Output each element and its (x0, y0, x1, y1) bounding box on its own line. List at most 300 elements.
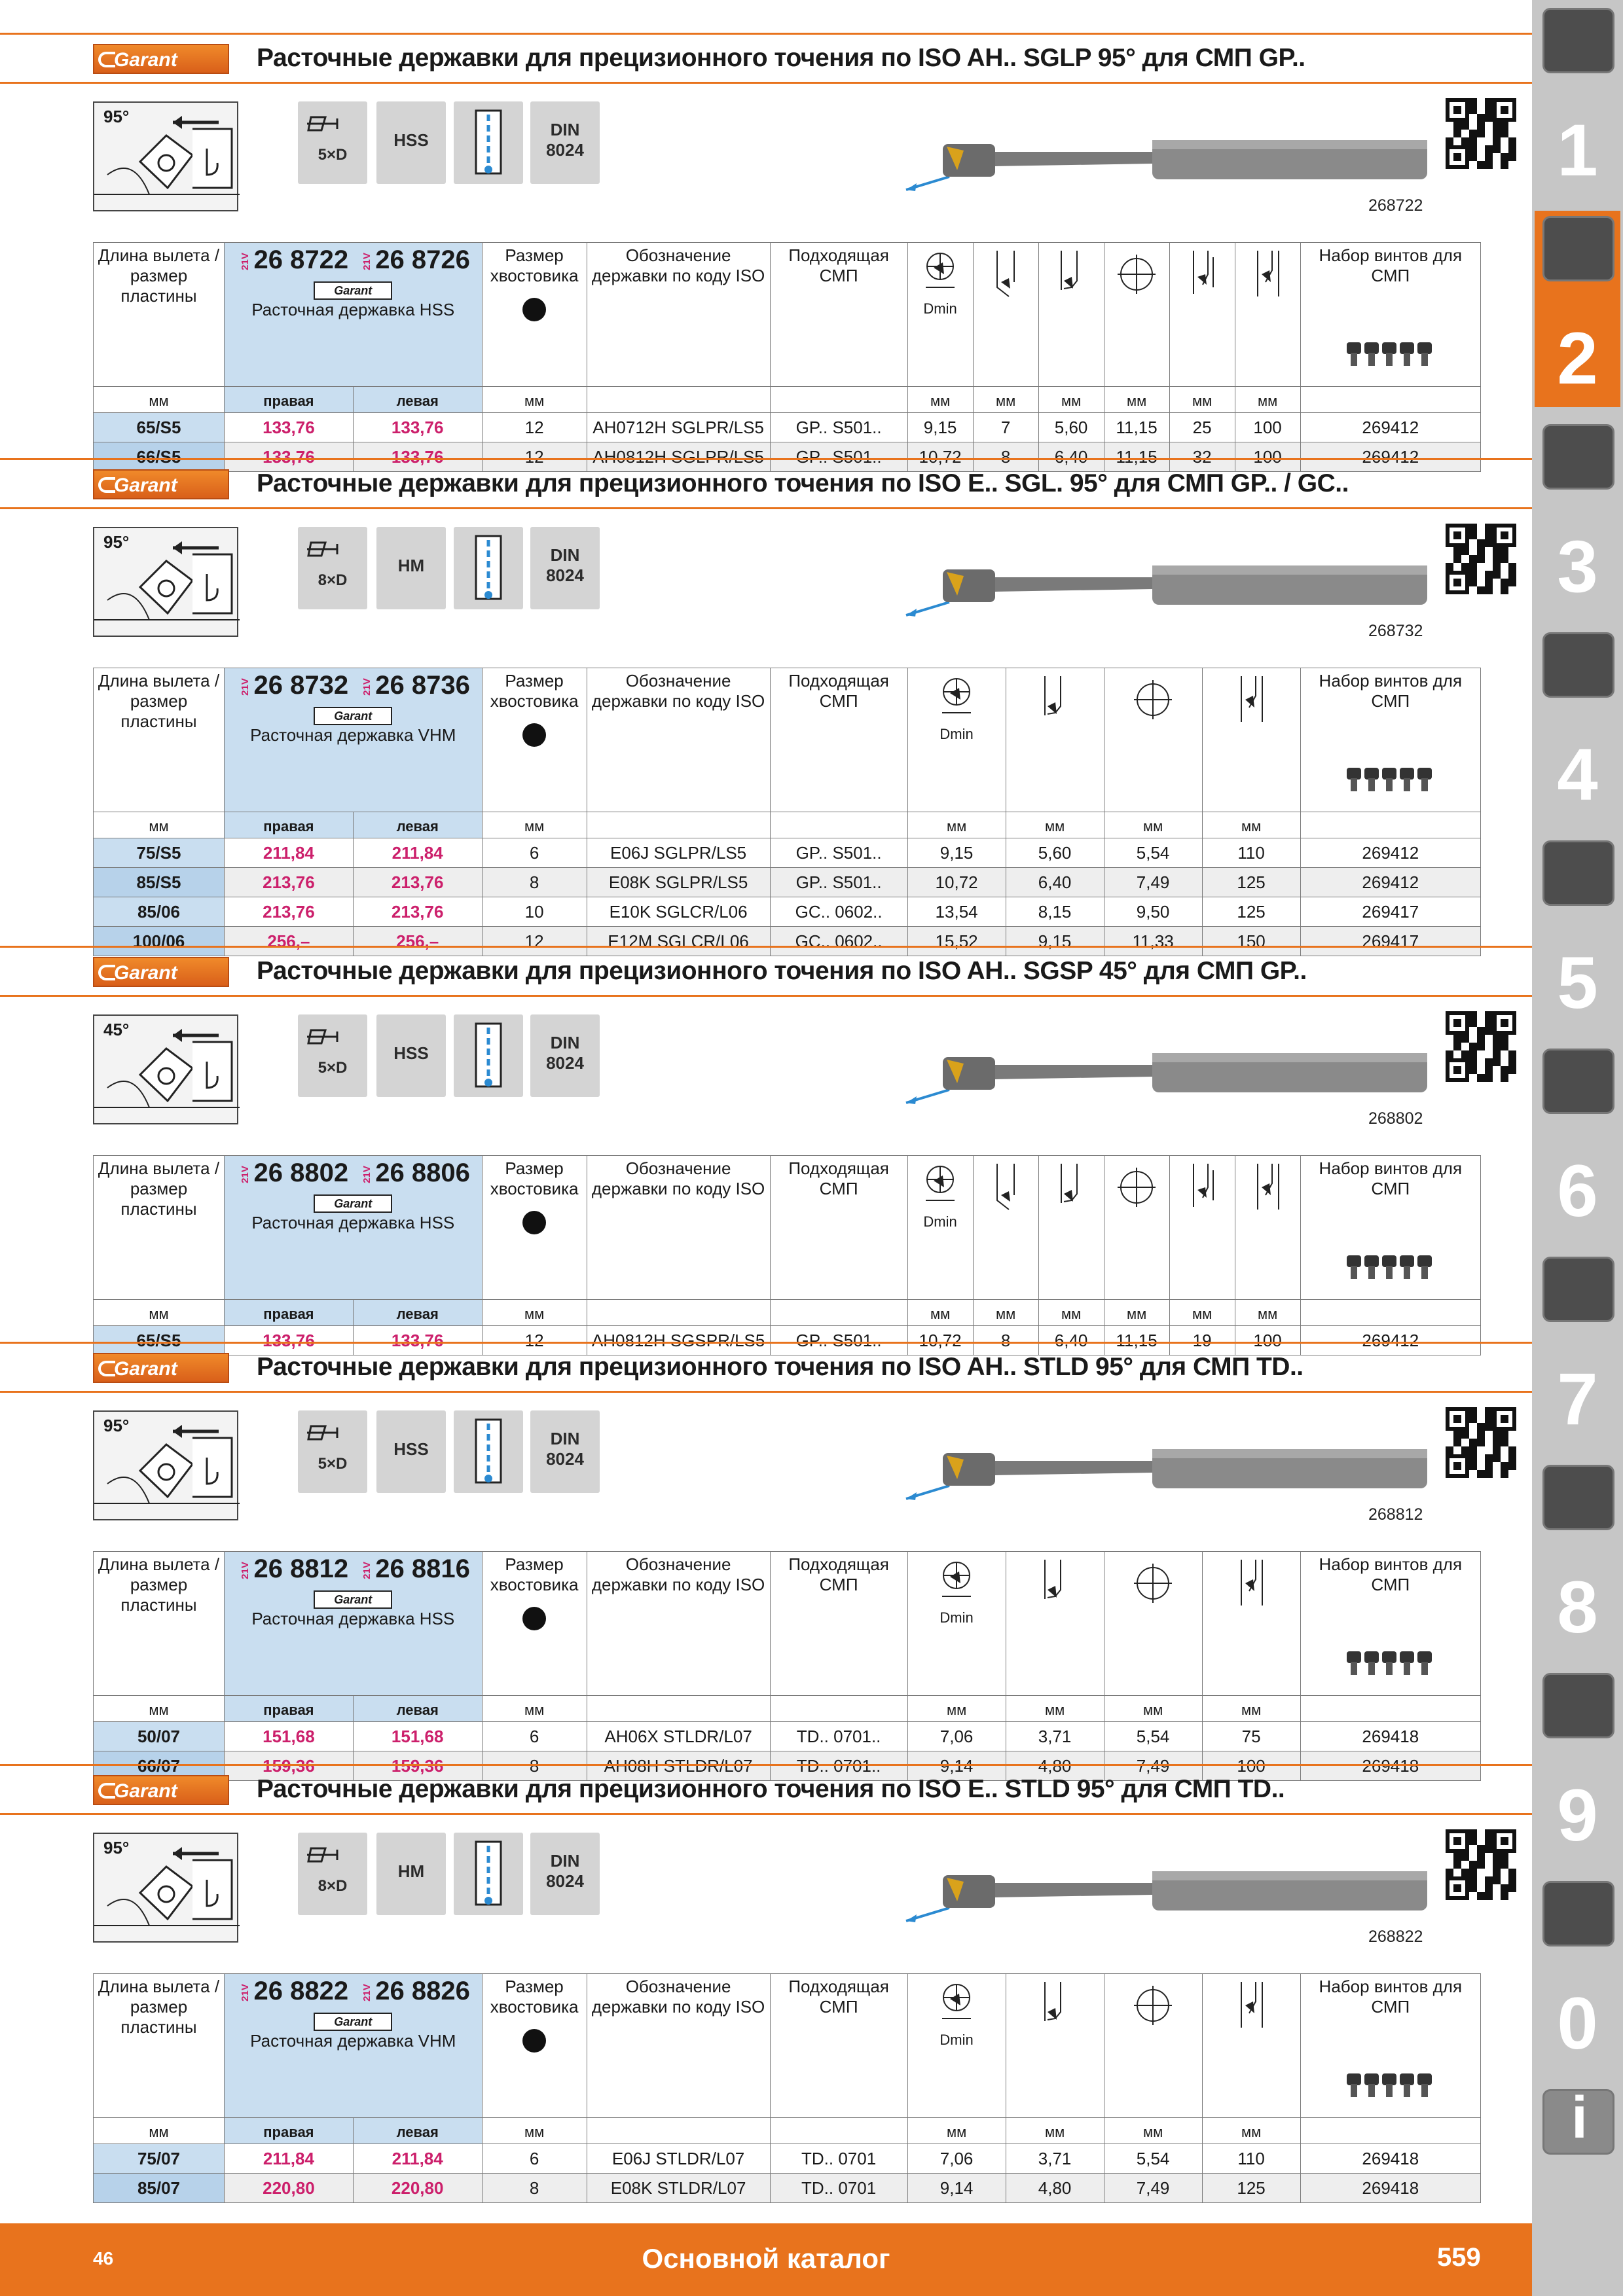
chapter-icon (1542, 1049, 1614, 1114)
chapter-tab-i[interactable] (1535, 2084, 1620, 2215)
article-header (225, 243, 483, 387)
garant-small-logo: Garant (314, 1590, 392, 1609)
chapter-number: 9 (1557, 1774, 1598, 1856)
col-dimension-header (1202, 668, 1300, 812)
din-tile (530, 527, 600, 609)
screws-icon (1302, 2070, 1479, 2100)
chapter-icon (1542, 2085, 1614, 2155)
col-dimension-header (907, 1552, 1006, 1696)
unit-mm: мм (1169, 387, 1235, 413)
depth-tile-label: 5×D (318, 1059, 348, 1077)
col-insert-header: Подходящая СМП (770, 1974, 907, 2118)
col-length-header: Длина вылета / размер пластины (94, 1974, 225, 2118)
table-cell: 6,40 (1006, 868, 1104, 897)
unit-mm: мм (1202, 812, 1300, 838)
table-row (94, 897, 1481, 927)
unit-mm: мм (1169, 1300, 1235, 1326)
garant-logo (93, 957, 229, 987)
unit-mm: мм (1104, 1696, 1202, 1722)
table-cell: 12 (482, 927, 587, 956)
right-hand-label: правая (225, 387, 354, 413)
table-cell: 269417 (1300, 897, 1480, 927)
table-cell: 7,06 (907, 2144, 1006, 2174)
shank-dot-icon (522, 2029, 546, 2053)
din-tile (530, 1410, 600, 1493)
col-designation-header: Обозначение державки по коду ISO (587, 243, 770, 387)
unit-mm: мм (482, 1300, 587, 1326)
material-tile-label: HM (397, 1861, 425, 1881)
chapter-tab-6[interactable] (1535, 1043, 1620, 1240)
cell-price-right: 211,84 (225, 2144, 354, 2174)
cell-price-left: 159,36 (353, 1751, 482, 1781)
chapter-icon (1542, 8, 1614, 73)
cell-price-left: 211,84 (353, 2144, 482, 2174)
unit-mm: мм (94, 812, 225, 838)
cell-price-right: 213,76 (225, 868, 354, 897)
depth-tile (298, 1014, 367, 1097)
table-cell: 269412 (1300, 442, 1480, 472)
spec-table (93, 242, 1481, 472)
unit-mm: мм (94, 1300, 225, 1326)
cell-price-left: 213,76 (353, 897, 482, 927)
cell-price-left: 220,80 (353, 2174, 482, 2203)
depth-tile-label: 8×D (318, 1877, 348, 1895)
cell-price-left: 211,84 (353, 838, 482, 868)
unit-mm: мм (1006, 2118, 1104, 2144)
din-tile-label: DIN 8024 (546, 545, 584, 585)
table-cell: 5,54 (1104, 2144, 1202, 2174)
col-dimension-header (1006, 1552, 1104, 1696)
spec-table (93, 1973, 1481, 2203)
chapter-number: 0 (1557, 1982, 1598, 2064)
table-cell: 269412 (1300, 868, 1480, 897)
table-cell: 4,80 (1006, 1751, 1104, 1781)
unit-mm: мм (94, 387, 225, 413)
table-cell: 9,15 (907, 413, 973, 442)
table-cell: 19 (1169, 1326, 1235, 1355)
col-dimension-header (907, 1156, 973, 1300)
garant-logo-text: Garant (114, 1780, 177, 1802)
chapter-tab-3[interactable] (1535, 419, 1620, 615)
table-cell: GP.. S501.. (770, 838, 907, 868)
table-cell: 110 (1202, 838, 1300, 868)
screws-icon (1302, 1647, 1479, 1677)
section-title: Расточные державки для прецизионного точения по ISO AH.. SGLP 95° для СМП GP.. (257, 44, 1305, 72)
table-cell: 269418 (1300, 1722, 1480, 1751)
garant-logo-text: Garant (114, 475, 177, 496)
table-cell: 9,50 (1104, 897, 1202, 927)
qr-code (1446, 1829, 1516, 1900)
table-cell: 269412 (1300, 838, 1480, 868)
unit-mm: мм (482, 2118, 587, 2144)
holder-type: Расточная державка VHM (250, 725, 456, 745)
table-cell: 7,49 (1104, 2174, 1202, 2203)
table-cell: 6 (482, 838, 587, 868)
qr-code (1446, 1407, 1516, 1478)
table-cell: 75 (1202, 1722, 1300, 1751)
article-header (225, 1156, 483, 1300)
chapter-tab-0[interactable] (1535, 1876, 1620, 2072)
col-dimension-header (1006, 1974, 1104, 2118)
article-left: 26 8826 (375, 1977, 470, 2005)
table-cell: 9,15 (907, 838, 1006, 868)
shank-label: Размер хвостовика (490, 245, 579, 285)
v21-mark: 21V (361, 1984, 373, 2001)
table-cell: 6,40 (1038, 1326, 1104, 1355)
unit-mm: мм (1235, 1300, 1300, 1326)
col-shank-header (482, 668, 587, 812)
qr-article-number: 268812 (1368, 1505, 1423, 1524)
v21-mark: 21V (239, 1562, 251, 1579)
left-hand-label: левая (353, 1696, 482, 1722)
unit-mm: мм (907, 387, 973, 413)
table-cell: AH0812H SGLPR/LS5 (587, 442, 770, 472)
chapter-icon (1542, 632, 1614, 698)
table-cell: GP.. S501.. (770, 868, 907, 897)
chapter-tabs (1532, 0, 1623, 2296)
cell-price-right: 133,76 (225, 413, 354, 442)
garant-logo (93, 44, 229, 74)
table-cell: 8 (482, 2174, 587, 2203)
dmin-label: Dmin (939, 1609, 974, 1626)
cell-length: 66/S5 (94, 442, 225, 472)
section-title: Расточные державки для прецизионного точения по ISO E.. SGL. 95° для СМП GP.. / GC.. (257, 469, 1349, 497)
col-dimension-header (1169, 243, 1235, 387)
left-hand-label: левая (353, 387, 482, 413)
cell-price-right: 211,84 (225, 838, 354, 868)
table-cell: 11,15 (1104, 1326, 1169, 1355)
din-tile-label: DIN 8024 (546, 1429, 584, 1469)
col-designation-header: Обозначение державки по коду ISO (587, 1156, 770, 1300)
dmin-label: Dmin (939, 726, 974, 742)
unit-mm: мм (482, 387, 587, 413)
depth-tile-label: 5×D (318, 1455, 348, 1473)
material-tile-label: HM (397, 556, 425, 575)
chapter-tab-9[interactable] (1535, 1668, 1620, 1864)
table-cell: 3,71 (1006, 2144, 1104, 2174)
table-cell: 11,15 (1104, 413, 1169, 442)
info-label: i (1571, 2085, 1588, 2151)
table-cell: 9,14 (907, 2174, 1006, 2203)
chapter-tab-7[interactable] (1535, 1251, 1620, 1448)
unit-mm: мм (907, 812, 1006, 838)
table-cell: 15,52 (907, 927, 1006, 956)
unit-empty (1300, 1696, 1480, 1722)
depth-tile (298, 1410, 367, 1493)
col-dimension-header (973, 1156, 1038, 1300)
shank-dot-icon (522, 1607, 546, 1630)
table-cell: 12 (482, 413, 587, 442)
screws-label: Набор винтов для СМП (1319, 1977, 1463, 2017)
cell-price-right: 220,80 (225, 2174, 354, 2203)
table-cell: GC.. 0602.. (770, 897, 907, 927)
garant-logo (93, 1775, 229, 1805)
table-cell: E10K SGLCR/L06 (587, 897, 770, 927)
unit-empty (1300, 2118, 1480, 2144)
shank-label: Размер хвостовика (490, 1158, 579, 1198)
table-cell: TD.. 0701.. (770, 1751, 907, 1781)
col-shank-header (482, 1552, 587, 1696)
table-cell: GC.. 0602.. (770, 927, 907, 956)
table-cell: 3,71 (1006, 1722, 1104, 1751)
article-right: 26 8822 (253, 1977, 349, 2005)
section-header (0, 33, 1532, 84)
article-right: 26 8732 (253, 671, 349, 700)
unit-mm: мм (1202, 1696, 1300, 1722)
section-header (0, 1764, 1532, 1815)
article-header (225, 668, 483, 812)
unit-empty (770, 1696, 907, 1722)
table-cell: TD.. 0701 (770, 2174, 907, 2203)
left-hand-label: левая (353, 1300, 482, 1326)
chapter-number: 3 (1557, 526, 1598, 607)
material-tile-label: HSS (393, 1439, 429, 1459)
table-cell: E08K SGLPR/LS5 (587, 868, 770, 897)
unit-empty (1300, 387, 1480, 413)
left-hand-label: левая (353, 2118, 482, 2144)
col-dimension-header (907, 668, 1006, 812)
col-screws-header (1300, 668, 1480, 812)
chapter-number: 2 (1557, 317, 1598, 399)
table-cell: 6,40 (1038, 442, 1104, 472)
col-shank-header (482, 1974, 587, 2118)
col-dimension-header (1104, 1156, 1169, 1300)
unit-mm: мм (482, 1696, 587, 1722)
col-dimension-header (1104, 668, 1202, 812)
col-dimension-header (1235, 1156, 1300, 1300)
table-cell: 7 (973, 413, 1038, 442)
chapter-tab-2[interactable] (1535, 211, 1620, 407)
chapter-number: 8 (1557, 1566, 1598, 1648)
garant-small-logo: Garant (314, 1194, 392, 1213)
col-length-header: Длина вылета / размер пластины (94, 1552, 225, 1696)
screws-label: Набор винтов для СМП (1319, 671, 1463, 711)
angle-diagram (93, 1410, 238, 1520)
boring-bar-image (903, 1427, 1440, 1515)
garant-small-logo: Garant (314, 281, 392, 300)
chapter-icon (1542, 1673, 1614, 1738)
table-cell: 12 (482, 1326, 587, 1355)
section-title: Расточные державки для прецизионного точения по ISO AH.. SGSP 45° для СМП GP.. (257, 957, 1307, 985)
col-designation-header: Обозначение державки по коду ISO (587, 668, 770, 812)
col-screws-header (1300, 1974, 1480, 2118)
cell-price-right: 256,– (225, 927, 354, 956)
boring-bar-image (903, 1849, 1440, 1937)
shank-label: Размер хвостовика (490, 1554, 579, 1594)
material-tile (376, 101, 446, 184)
article-right: 26 8812 (253, 1554, 349, 1583)
table-row (94, 2144, 1481, 2174)
table-cell: 269412 (1300, 413, 1480, 442)
cell-price-left: 133,76 (353, 1326, 482, 1355)
cell-price-right: 213,76 (225, 897, 354, 927)
cell-length: 85/06 (94, 897, 225, 927)
unit-empty (587, 812, 770, 838)
col-dimension-header (1038, 1156, 1104, 1300)
screws-label: Набор винтов для СМП (1319, 1158, 1463, 1198)
chapter-icon (1542, 216, 1614, 281)
table-cell: 5,60 (1006, 838, 1104, 868)
unit-mm: мм (1006, 1696, 1104, 1722)
table-cell: 150 (1202, 927, 1300, 956)
unit-mm: мм (1104, 1300, 1169, 1326)
left-page-number: 46 (93, 2248, 114, 2269)
dmin-label: Dmin (923, 1213, 957, 1230)
right-hand-label: правая (225, 1696, 354, 1722)
right-hand-label: правая (225, 2118, 354, 2144)
chapter-tab-4[interactable] (1535, 627, 1620, 823)
col-dimension-header (1202, 1974, 1300, 2118)
col-dimension-header (1202, 1552, 1300, 1696)
table-cell: 269418 (1300, 2144, 1480, 2174)
table-cell: 7,49 (1104, 1751, 1202, 1781)
qr-code (1446, 524, 1516, 594)
col-dimension-header (907, 1974, 1006, 2118)
article-left: 26 8726 (375, 245, 470, 274)
angle-diagram (93, 527, 238, 637)
garant-mark-icon (98, 1783, 115, 1799)
unit-empty (1300, 812, 1480, 838)
section-header (0, 458, 1532, 509)
v21-mark: 21V (361, 253, 373, 270)
cell-length: 85/07 (94, 2174, 225, 2203)
col-insert-header: Подходящая СМП (770, 668, 907, 812)
material-tile (376, 1833, 446, 1915)
chapter-tab-5[interactable] (1535, 835, 1620, 1031)
din-tile (530, 1833, 600, 1915)
v21-mark: 21V (239, 253, 251, 270)
v21-mark: 21V (361, 1166, 373, 1183)
table-cell: 269412 (1300, 1326, 1480, 1355)
left-hand-label: левая (353, 812, 482, 838)
article-right: 26 8802 (253, 1158, 349, 1187)
unit-mm: мм (1104, 812, 1202, 838)
table-cell: 8 (973, 1326, 1038, 1355)
angle-diagram (93, 1833, 238, 1943)
angle-label: 95° (103, 107, 130, 126)
holder-type: Расточная державка HSS (251, 300, 455, 319)
v21-mark: 21V (361, 1562, 373, 1579)
table-row (94, 2174, 1481, 2203)
unit-mm: мм (907, 1300, 973, 1326)
unit-empty (770, 2118, 907, 2144)
garant-small-logo: Garant (314, 2013, 392, 2031)
depth-tile-label: 5×D (318, 146, 348, 164)
table-cell: E06J SGLPR/LS5 (587, 838, 770, 868)
col-dimension-header (973, 243, 1038, 387)
unit-empty (770, 1300, 907, 1326)
material-tile (376, 1014, 446, 1097)
screws-icon (1302, 1251, 1479, 1282)
table-cell: 32 (1169, 442, 1235, 472)
cell-price-right: 133,76 (225, 1326, 354, 1355)
table-cell: 125 (1202, 2174, 1300, 2203)
col-dimension-header (1104, 1552, 1202, 1696)
col-dimension-header (1104, 243, 1169, 387)
right-hand-label: правая (225, 1300, 354, 1326)
unit-empty (587, 1696, 770, 1722)
din-tile-label: DIN 8024 (546, 1033, 584, 1073)
table-cell: 125 (1202, 897, 1300, 927)
col-dimension-header (1235, 243, 1300, 387)
col-dimension-header (1169, 1156, 1235, 1300)
coolant-tile (454, 1410, 523, 1493)
section-title: Расточные державки для прецизионного точения по ISO E.. STLD 95° для СМП TD.. (257, 1775, 1285, 1803)
table-cell: AH0712H SGLPR/LS5 (587, 413, 770, 442)
depth-tile (298, 1833, 367, 1915)
article-header (225, 1974, 483, 2118)
unit-empty (1300, 1300, 1480, 1326)
cell-length: 75/S5 (94, 838, 225, 868)
table-cell: 100 (1235, 442, 1300, 472)
chapter-tab-8[interactable] (1535, 1460, 1620, 1656)
angle-label: 45° (103, 1020, 130, 1039)
unit-mm: мм (482, 812, 587, 838)
qr-article-number: 268722 (1368, 196, 1423, 215)
unit-empty (587, 387, 770, 413)
table-cell: GP.. S501.. (770, 442, 907, 472)
coolant-tile (454, 1833, 523, 1915)
unit-mm: мм (1104, 387, 1169, 413)
spec-table (93, 1155, 1481, 1355)
din-tile-label: DIN 8024 (546, 1851, 584, 1891)
col-designation-header: Обозначение державки по коду ISO (587, 1974, 770, 2118)
dmin-label: Dmin (939, 2032, 974, 2048)
col-length-header: Длина вылета / размер пластины (94, 243, 225, 387)
table-cell: 8 (482, 868, 587, 897)
qr-code (1446, 1011, 1516, 1082)
section-header (0, 1342, 1532, 1393)
chapter-icon (1542, 1257, 1614, 1322)
col-shank-header (482, 243, 587, 387)
din-tile (530, 1014, 600, 1097)
cell-length: 65/S5 (94, 1326, 225, 1355)
cell-price-left: 133,76 (353, 442, 482, 472)
shank-dot-icon (522, 298, 546, 321)
garant-logo-text: Garant (114, 1358, 177, 1380)
section-header (0, 946, 1532, 997)
table-row (94, 868, 1481, 897)
unit-mm: мм (94, 1696, 225, 1722)
cell-length: 100/06 (94, 927, 225, 956)
chapter-tab-1[interactable] (1535, 3, 1620, 199)
table-cell: 11,15 (1104, 442, 1169, 472)
coolant-tile (454, 1014, 523, 1097)
depth-tile (298, 101, 367, 184)
col-screws-header (1300, 243, 1480, 387)
material-tile (376, 1410, 446, 1493)
table-cell: 5,60 (1038, 413, 1104, 442)
cell-length: 66/07 (94, 1751, 225, 1781)
table-cell: 7,06 (907, 1722, 1006, 1751)
v21-mark: 21V (361, 678, 373, 696)
table-cell: E12M SGLCR/L06 (587, 927, 770, 956)
depth-tile (298, 527, 367, 609)
unit-mm: мм (907, 1696, 1006, 1722)
table-cell: 25 (1169, 413, 1235, 442)
table-cell: 8,15 (1006, 897, 1104, 927)
right-page-number: 559 (1437, 2243, 1481, 2272)
col-dimension-header (1038, 243, 1104, 387)
unit-mm: мм (1006, 812, 1104, 838)
coolant-tile (454, 101, 523, 184)
table-cell: 5,54 (1104, 838, 1202, 868)
table-cell: AH06X STLDR/L07 (587, 1722, 770, 1751)
shank-dot-icon (522, 1211, 546, 1234)
garant-logo-text: Garant (114, 962, 177, 984)
table-cell: 8 (973, 442, 1038, 472)
col-insert-header: Подходящая СМП (770, 1156, 907, 1300)
